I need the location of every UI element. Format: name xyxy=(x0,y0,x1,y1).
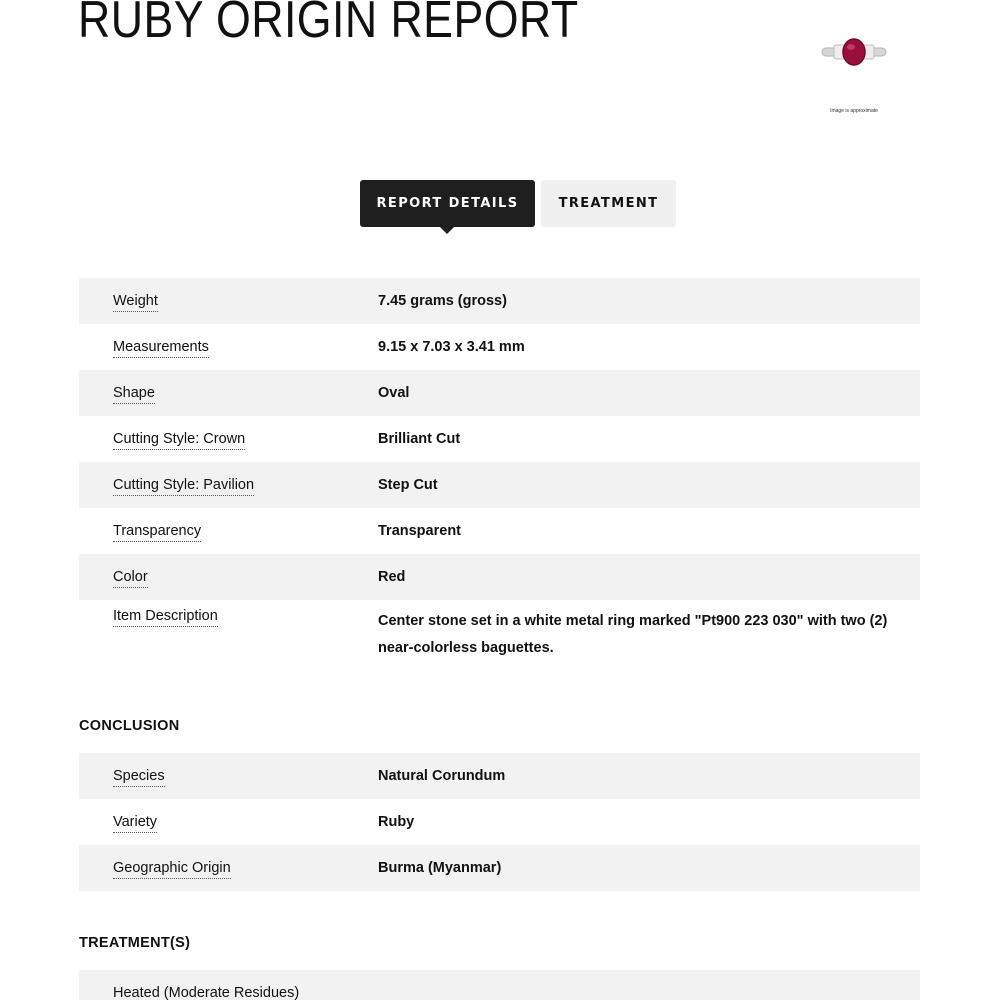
conclusion-label[interactable]: Species xyxy=(113,768,165,787)
table-row xyxy=(79,554,920,600)
image-caption: Image is approximate xyxy=(830,108,878,114)
conclusion-heading: CONCLUSION xyxy=(79,718,180,734)
table-row xyxy=(79,845,920,891)
conclusion-value: Natural Corundum xyxy=(378,767,506,784)
table-row xyxy=(79,600,920,668)
table-row xyxy=(79,970,920,1000)
detail-label[interactable]: Weight xyxy=(113,293,158,312)
conclusion-table xyxy=(79,753,920,891)
treatment-heading: TREATMENT(S) xyxy=(79,935,191,951)
detail-value: Transparent xyxy=(378,522,461,539)
conclusion-value: Ruby xyxy=(378,813,415,830)
conclusion-label[interactable]: Variety xyxy=(113,814,157,833)
detail-value: Oval xyxy=(378,384,410,401)
table-row xyxy=(79,370,920,416)
table-row xyxy=(79,753,920,799)
detail-label[interactable]: Cutting Style: Pavilion xyxy=(113,477,254,496)
treatment-table xyxy=(79,970,920,1000)
table-row xyxy=(79,508,920,554)
tab-treatment[interactable]: TREATMENT xyxy=(541,180,676,227)
table-row xyxy=(79,462,920,508)
detail-label[interactable]: Color xyxy=(113,569,148,588)
table-row xyxy=(79,278,920,324)
detail-value: Center stone set in a white metal ring marked "Pt900 223 030" with two (2) near-colorless baguettes. xyxy=(378,613,888,656)
table-row xyxy=(79,416,920,462)
report-tabs xyxy=(360,180,676,227)
detail-label[interactable]: Cutting Style: Crown xyxy=(113,431,245,450)
detail-value: 7.45 grams (gross) xyxy=(378,292,507,309)
detail-label[interactable]: Measurements xyxy=(113,339,209,358)
tab-report-details[interactable]: REPORT DETAILS xyxy=(360,180,535,227)
page-title: RUBY ORIGIN REPORT xyxy=(78,0,579,49)
detail-value: 9.15 x 7.03 x 3.41 mm xyxy=(378,338,525,355)
ring-image xyxy=(800,28,908,120)
detail-label[interactable]: Item Description xyxy=(113,608,218,627)
detail-label[interactable]: Shape xyxy=(113,385,155,404)
detail-value: Brilliant Cut xyxy=(378,430,461,447)
report-details-table xyxy=(79,278,920,668)
treatment-label[interactable]: Heated (Moderate Residues) xyxy=(113,985,299,1000)
ruby-ring-icon xyxy=(820,34,888,74)
table-row xyxy=(79,324,920,370)
detail-value: Red xyxy=(378,568,406,585)
detail-label[interactable]: Transparency xyxy=(113,523,201,542)
detail-value: Step Cut xyxy=(378,476,438,493)
conclusion-value: Burma (Myanmar) xyxy=(378,859,502,876)
conclusion-label[interactable]: Geographic Origin xyxy=(113,860,231,879)
table-row xyxy=(79,799,920,845)
